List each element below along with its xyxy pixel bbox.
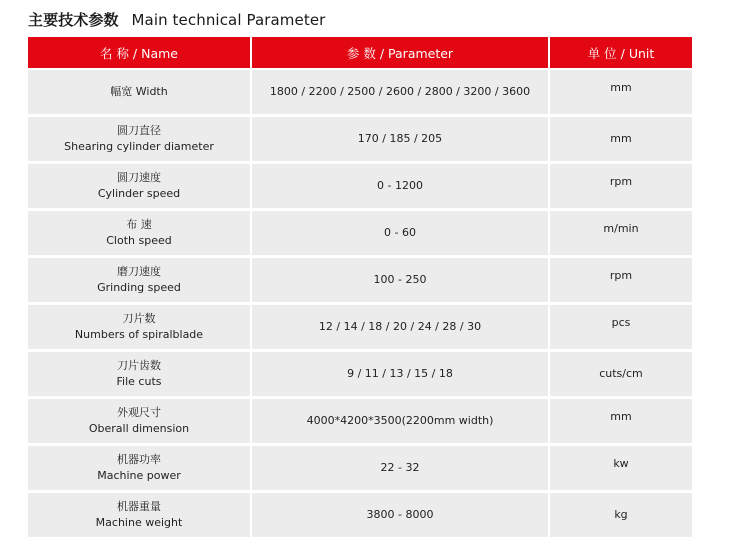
unit-cell xyxy=(549,351,692,398)
name-cell xyxy=(28,210,251,257)
name-cell xyxy=(28,69,251,116)
unit-cell xyxy=(549,69,692,116)
unit-text: mm xyxy=(610,81,632,94)
unit-cell xyxy=(549,492,692,538)
unit-cell xyxy=(549,163,692,210)
value-cell: 1800 / 2200 / 2500 / 2600 / 2800 / 3200 / 3600 xyxy=(251,69,549,116)
unit-text: rpm xyxy=(609,269,633,282)
name-cell xyxy=(28,351,251,398)
param-name-zh: 机器重量 xyxy=(117,500,161,513)
param-name-zh: 磨刀速度 xyxy=(117,265,161,278)
unit-text: cuts/cm xyxy=(599,367,643,380)
unit-cell xyxy=(549,116,692,163)
param-name-zh: 外观尺寸 xyxy=(117,406,161,419)
table-row xyxy=(28,445,692,492)
param-name-zh: 机器功率 xyxy=(117,453,161,466)
value-cell: 170 / 185 / 205 xyxy=(251,116,549,163)
unit-cell xyxy=(549,304,692,351)
table-row xyxy=(28,163,692,210)
value-cell: 9 / 11 / 13 / 15 / 18 xyxy=(251,351,549,398)
name-cell xyxy=(28,492,251,538)
column-header-parameter: 参 数 / Parameter xyxy=(251,37,549,69)
param-name-en: 幅宽 Width xyxy=(110,85,168,98)
table-row xyxy=(28,257,692,304)
name-cell xyxy=(28,445,251,492)
value-cell: 3800 - 8000 xyxy=(251,492,549,538)
table-row xyxy=(28,69,692,116)
param-name-en: Grinding speed xyxy=(97,281,181,294)
param-name-en: Machine power xyxy=(97,469,181,482)
param-name-zh: 刀片数 xyxy=(122,312,156,325)
column-header-name: 名 称 / Name xyxy=(28,37,251,69)
unit-cell xyxy=(549,257,692,304)
param-name-en: Cloth speed xyxy=(106,234,172,247)
table-row xyxy=(28,492,692,538)
value-cell: 22 - 32 xyxy=(251,445,549,492)
param-name-en: Shearing cylinder diameter xyxy=(64,140,214,153)
unit-cell xyxy=(549,210,692,257)
param-name-zh: 刀片齿数 xyxy=(117,359,161,372)
unit-text: kw xyxy=(613,457,629,470)
param-name-en: Cylinder speed xyxy=(97,187,181,200)
name-cell xyxy=(28,163,251,210)
name-cell xyxy=(28,116,251,163)
table-row xyxy=(28,210,692,257)
value-cell: 0 - 1200 xyxy=(251,163,549,210)
table-header-row xyxy=(28,37,692,69)
unit-text: rpm xyxy=(609,175,633,188)
name-cell xyxy=(28,398,251,445)
table-row xyxy=(28,351,692,398)
unit-cell xyxy=(549,445,692,492)
unit-text: pcs xyxy=(611,316,631,329)
page-title xyxy=(28,9,325,30)
page-title-en: Main technical Parameter xyxy=(131,11,326,29)
unit-text: mm xyxy=(610,410,632,423)
table-row xyxy=(28,116,692,163)
param-name-zh: 圆刀直径 xyxy=(117,124,161,137)
name-cell xyxy=(28,304,251,351)
param-name-en: Oberall dimension xyxy=(88,422,190,435)
unit-text: kg xyxy=(614,508,628,521)
table-row xyxy=(28,398,692,445)
param-name-zh: 圆刀速度 xyxy=(117,171,161,184)
param-name-en: Numbers of spiralblade xyxy=(74,328,204,341)
name-cell xyxy=(28,257,251,304)
unit-cell xyxy=(549,398,692,445)
table-row xyxy=(28,304,692,351)
value-cell: 12 / 14 / 18 / 20 / 24 / 28 / 30 xyxy=(251,304,549,351)
value-cell: 4000*4200*3500(2200mm width) xyxy=(251,398,549,445)
page-title-zh: 主要技术参数 xyxy=(28,11,119,29)
column-header-unit: 单 位 / Unit xyxy=(549,37,692,69)
parameter-table xyxy=(28,37,692,537)
unit-text: mm xyxy=(610,132,632,145)
param-name-zh: 布 速 xyxy=(126,218,152,231)
param-name-en: File cuts xyxy=(116,375,162,388)
unit-text: m/min xyxy=(603,222,639,235)
value-cell: 0 - 60 xyxy=(251,210,549,257)
value-cell: 100 - 250 xyxy=(251,257,549,304)
param-name-en: Machine weight xyxy=(95,516,183,529)
